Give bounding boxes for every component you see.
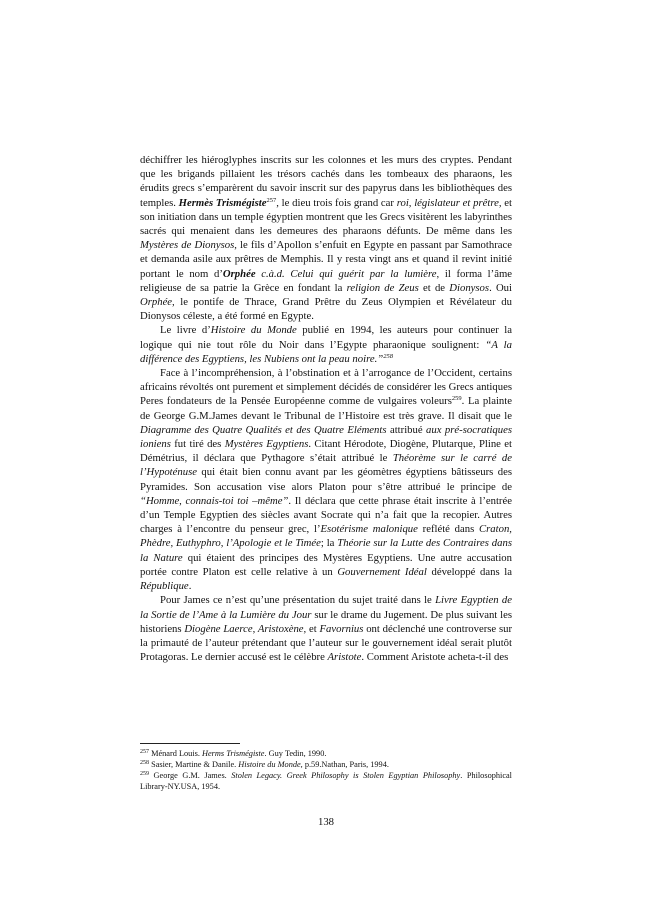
text-run: George G.M. James.	[149, 771, 232, 780]
footnotes	[140, 748, 512, 792]
text-run: ; la	[320, 537, 338, 550]
italic-text: roi, législateur et prêtre,	[396, 196, 502, 209]
italic-text: Dionysos	[449, 281, 490, 294]
body-text	[140, 153, 512, 664]
italic-text: c.à.d. Celui qui guérit par la lumière	[255, 267, 437, 280]
italic-text: Esotérisme malonique	[320, 523, 418, 536]
text-run: Face à l’incompréhension, à l’obstination et à l’arrogance de l’Occident, certains africains révoltés ont purement et simplement décidés de considérer les Grecs antiques Peres fondateurs de la Pensée Européenne comme de vulgaires voleurs	[140, 367, 512, 408]
italic-text: Mystères de Dionysos	[140, 239, 235, 252]
text-run: . Comment Aristote acheta-t-il des	[361, 651, 509, 664]
text-run: et son initiation dans un temple égyptien montrent que les Grecs visitèrent les labyrinthes sacrés qui menaient dans les demeures des pharaons défunts. De même dans les	[140, 196, 513, 238]
italic-text: Histoire du Monde	[210, 324, 297, 337]
bold-term	[223, 268, 256, 280]
text-run: .	[188, 580, 192, 593]
paragraph	[140, 323, 512, 366]
text-run: , le dieu trois fois grand car	[276, 196, 397, 209]
footnote-number: 259	[140, 771, 149, 777]
page-number: 138	[317, 816, 335, 828]
paragraph	[140, 593, 512, 664]
bold-term	[179, 197, 267, 209]
italic-text: aux pré-socratiques ioniens	[140, 423, 513, 451]
text-run: . Guy Tedin, 1990.	[264, 749, 327, 758]
text-run: Le livre d’	[160, 324, 211, 337]
text-run: déchiffrer les hiéroglyphes inscrits sur les colonnes et les murs des cryptes. Pendant que les brigands pillaient les trésors cachés dans les tombeaux des pharaons, les érudits grecs s’emparèrent du savoir inscrit sur des papyrus dans les bibliothèques des temples.	[140, 154, 512, 209]
italic-text: Livre Egyptien de la Sortie de l’Ame à la Lumière du Jour	[140, 594, 512, 621]
italic-text: Théorie sur la Lutte des Contraires dans la Nature	[140, 537, 512, 564]
text-run: et	[306, 622, 320, 635]
text-run: . Citant Hérodote, Diogène, Plutarque, Pline et Démétrius, il déclara que Pythagore s’était attribué le	[140, 438, 512, 465]
text-run: Pour James ce n’est qu’une présentation du sujet traité dans le	[160, 594, 436, 607]
footnote-separator	[140, 743, 240, 744]
italic-text: religion de Zeus	[346, 281, 419, 294]
text-run: . Il déclara que cette phrase était inscrite à l’entrée d’un Temple Egyptien des siècles avant Socrate qui n’a fait que la recopier. Autres charges à l’encontre du penseur grec, l’	[140, 494, 512, 536]
text-run: développé dans la	[426, 565, 512, 578]
italic-text: Gouvernement Idéal	[337, 565, 427, 578]
italic-text: Orphée,	[140, 296, 175, 309]
footnote	[140, 748, 512, 759]
footnote-reference: 259	[451, 395, 462, 403]
text-run: et de	[418, 281, 450, 294]
italic-text: Aristote	[327, 651, 362, 664]
footnote-number: 258	[140, 760, 149, 766]
text-run: sur le drame du Jugement. De plus suivant les historiens	[140, 608, 512, 635]
text-run: qui était bien connu avant par les géomètres égyptiens bâtisseurs des Pyramides. Son accusation vise alors Platon pour s’être attribué le principe de	[140, 466, 512, 493]
footnote-reference: 258	[383, 352, 393, 360]
text-run: Ménard Louis.	[149, 749, 202, 758]
text-run: . Oui	[489, 281, 512, 294]
italic-text: Craton, Phèdre, Euthyphro, l’Apologie et le Timée	[140, 523, 512, 550]
italic-text: Mystères Egyptiens	[224, 438, 309, 451]
bold-italic-text: Hermès Trismégiste	[178, 196, 267, 209]
paragraph	[140, 366, 512, 593]
italic-text: Stolen Legacy. Greek Philosophy is Stolen Egyptian Philosophy	[231, 771, 461, 780]
text-run: attribué	[386, 423, 427, 436]
text-run: fut tiré des	[170, 438, 225, 451]
italic-text: Favornius	[319, 622, 364, 635]
italic-text: “A la différence des Egyptiens, les Nubiens ont la peau noire.”	[140, 338, 512, 365]
footnote	[140, 770, 512, 792]
bold-italic-text: Orphée	[222, 267, 256, 280]
text-run: , il forma l’âme religieuse de sa patrie la Grèce en fondant la	[140, 267, 512, 294]
italic-text: Théorème sur le carré de l’Hypoténuse	[140, 452, 512, 479]
italic-text: “Homme, connais-toi toi –même”	[140, 494, 289, 507]
italic-text: Diagramme des Quatre Qualités et des Quatre Eléments	[140, 423, 387, 436]
text-run: reflété dans	[417, 523, 480, 536]
text-run: le pontife de Thrace, Grand Prêtre du Zeus Olympien et Révélateur du Dionysos céleste, a été formé en Egypte.	[140, 296, 512, 323]
text-run: . Philosophical Library-NY.USA, 1954.	[140, 771, 512, 791]
footnote-reference: 257	[266, 196, 277, 204]
text-run: , p.59.Nathan, Paris, 1994.	[300, 760, 389, 769]
text-run: qui étaient des principes des Mystères Egyptiens. Une autre accusation portée contre Platon est celle relative à un	[140, 551, 512, 578]
footnote	[140, 759, 512, 770]
text-run: . La plainte de George G.M.James devant le Tribunal de l’Histoire est très grave. Il disait que le	[140, 395, 512, 422]
italic-text: République	[140, 580, 189, 593]
italic-text: Histoire du Monde	[238, 760, 301, 769]
text-run: publié en 1994, les auteurs pour continuer la logique qui nie tout rôle du Noir dans l’Egypte pharaonique soulignent:	[140, 324, 513, 351]
text-run: ont déclenché une controverse sur la primauté de l’auteur prétendant que l’auteur sur le gouvernement idéal serait plutôt Protagoras. Le dernier accusé est le célèbre	[140, 622, 513, 664]
italic-text: Herms Trismégiste	[202, 749, 265, 758]
footnote-number: 257	[140, 749, 149, 755]
italic-text: Diogène Laerce, Aristoxène,	[184, 622, 307, 635]
paragraph	[140, 153, 512, 323]
text-run: , le fils d’Apollon s’enfuit en Egypte en passant par Samothrace et demanda asile aux prêtres de Memphis. Il y resta vingt ans et quand il revint initié portant le nom d’	[140, 239, 512, 280]
text-run: Sasier, Martine & Danile.	[149, 760, 239, 769]
